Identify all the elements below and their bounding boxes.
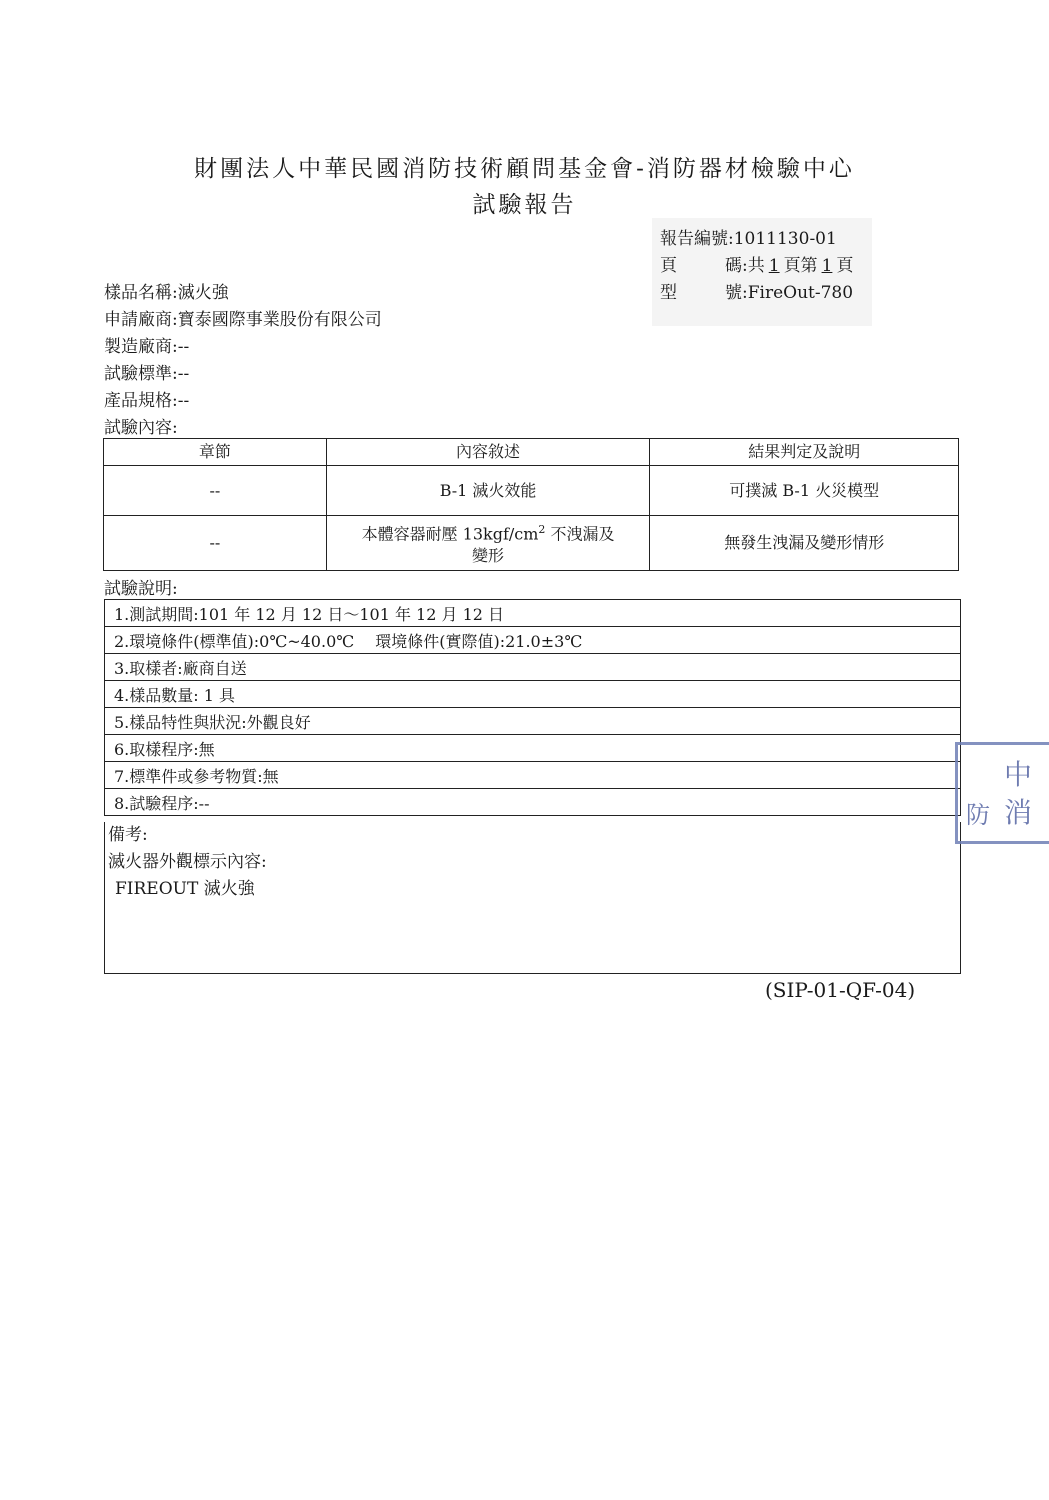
row-description: B-1 滅火效能	[326, 466, 650, 516]
row-section: --	[104, 466, 327, 516]
product-spec: 產品規格:--	[104, 391, 190, 411]
organization-title: 財團法人中華民國消防技術顧問基金會-消防器材檢驗中心	[194, 156, 855, 182]
remarks-line: 滅火器外觀標示內容:	[108, 852, 267, 872]
test-content-table	[103, 438, 959, 571]
table-header-row	[104, 439, 959, 466]
list-item: 2.環境條件(標準值):0℃~40.0℃ 環境條件(實際值):21.0±3℃	[105, 627, 961, 654]
row-section: --	[104, 516, 327, 571]
remarks-label: 備考:	[108, 825, 148, 845]
stamp-char: 消	[1004, 796, 1033, 829]
remarks-line: FIREOUT 滅火強	[115, 879, 255, 899]
stamp-char: 防	[966, 801, 990, 829]
table-row	[104, 516, 959, 571]
list-item: 6.取樣程序:無	[105, 735, 961, 762]
list-item: 4.樣品數量: 1 具	[105, 681, 961, 708]
manufacturer: 製造廠商:--	[104, 337, 190, 357]
test-notes-table	[104, 599, 961, 816]
list-item: 8.試驗程序:--	[105, 789, 961, 816]
remarks-box	[104, 822, 961, 974]
header-description: 內容敘述	[326, 439, 650, 466]
test-standard: 試驗標準:--	[104, 364, 190, 384]
sample-name: 樣品名稱:滅火強	[104, 283, 229, 303]
list-item: 5.樣品特性與狀況:外觀良好	[105, 708, 961, 735]
test-content-label: 試驗內容:	[104, 418, 178, 438]
applicant: 申請廠商:寶泰國際事業股份有限公司	[104, 310, 382, 330]
row-description: 本體容器耐壓 $13kgf/cm^2$ 不洩漏及 變形	[326, 516, 650, 571]
header-section: 章節	[104, 439, 327, 466]
header-result: 結果判定及說明	[650, 439, 959, 466]
report-number: 報告編號:1011130-01	[660, 229, 837, 249]
list-item: 7.標準件或參考物質:無	[105, 762, 961, 789]
row-result: 無發生洩漏及變形情形	[650, 516, 959, 571]
test-notes-label: 試驗說明:	[104, 579, 178, 599]
table-row	[104, 466, 959, 516]
stamp-char: 中	[1004, 758, 1033, 791]
page-label: 頁	[660, 256, 677, 276]
page-count: 碼:共 1 頁第 1 頁	[725, 256, 854, 276]
model-label: 型	[660, 283, 677, 303]
document-title: 試驗報告	[472, 192, 577, 218]
row-result: 可撲滅 B-1 火災模型	[650, 466, 959, 516]
form-code: (SIP-01-QF-04)	[765, 978, 916, 1002]
model-number: 號:FireOut-780	[725, 283, 854, 303]
list-item: 3.取樣者:廠商自送	[105, 654, 961, 681]
seal-stamp	[955, 742, 1049, 844]
list-item: 1.測試期間:101 年 12 月 12 日～101 年 12 月 12 日	[105, 600, 961, 627]
